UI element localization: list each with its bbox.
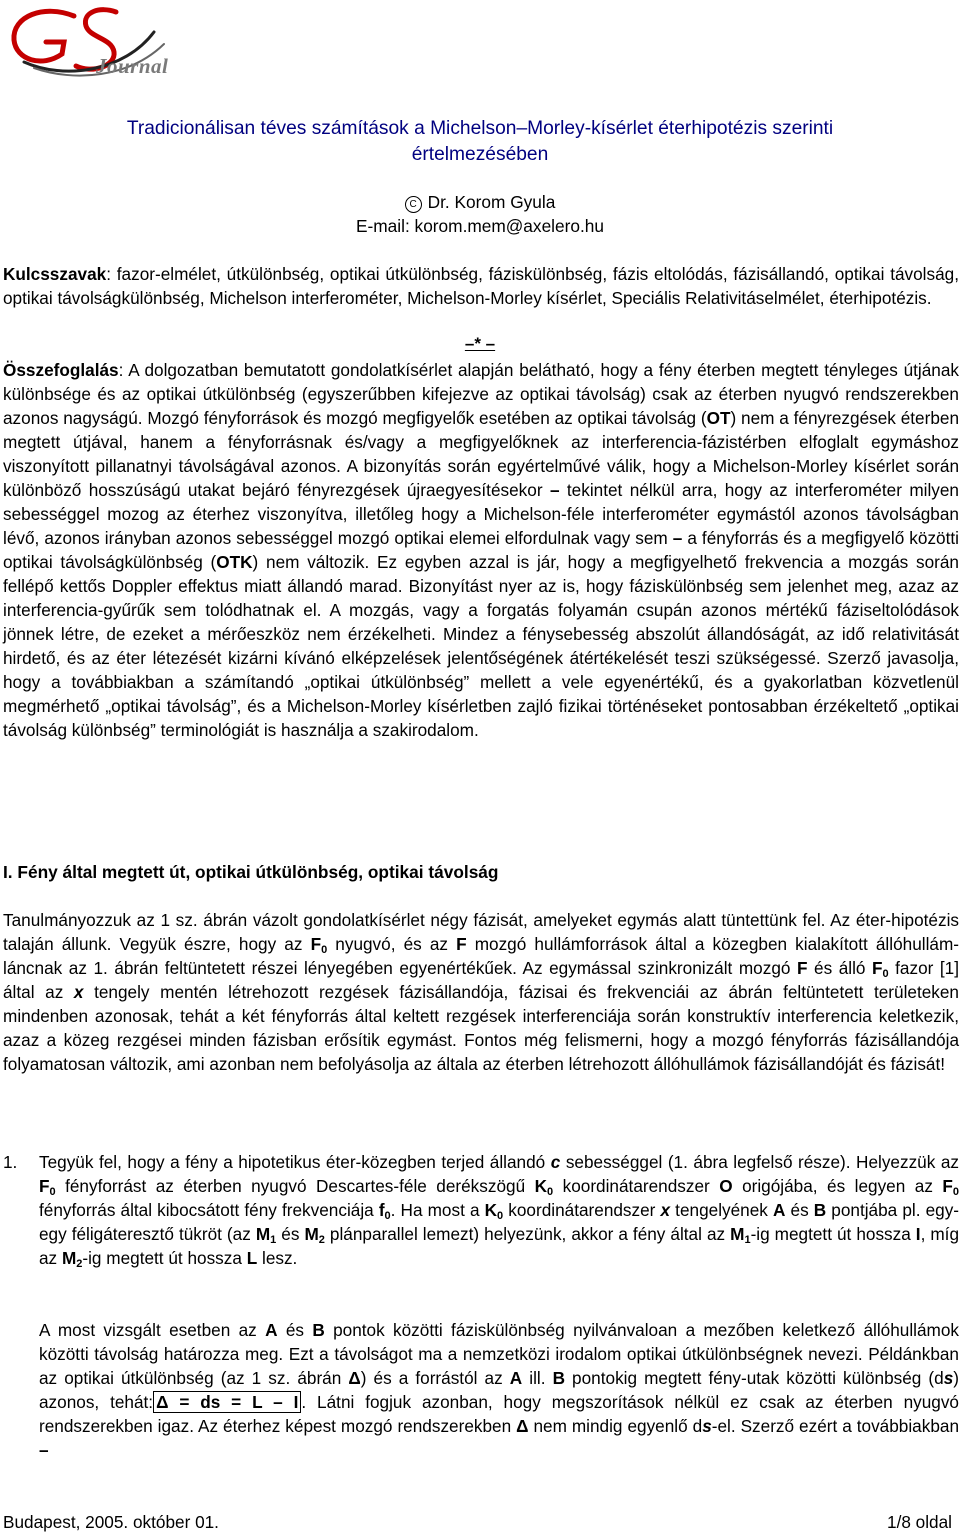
abstract-label: Összefoglalás [3,360,119,380]
abstract-text: : A dolgozatban bemutatott gondolatkísérlet alapján belátható, hogy a fény éterben megtett tényleges útjának különbsége és az optikai útkülönbség (egyszerűbben kifejezve az optikai távolság) csak az éterben nyugvó rendszerekben azonos nagyságú. Mozgó fényforrások és mozgó megfigyelők esetében az optikai távolság ( [3,360,959,428]
symbol-B: B [312,1320,325,1340]
para-text: fazor [1] által az [3,958,959,1002]
subscript: 0 [321,944,328,956]
author-name: Dr. Korom Gyula [427,192,556,212]
item-text: -ig megtett út hossza [750,1224,916,1244]
journal-logo [4,2,174,90]
abstract-text: tekintet nélkül arra, hogy az interferométer milyen sebességgel mozog az éterhez viszonyítva, illetőleg hogy a Michelson-féle interferométer egymástól azonos távolságban lévő, azonos irányban azonos sebességgel mozgó optikai elemei elfordulnak vagy sem [3,480,959,548]
item-text: és [277,1320,313,1340]
symbol-F: F [796,958,808,978]
subscript: 0 [882,968,889,980]
item-text: , míg az [39,1224,960,1268]
author-block [0,190,960,238]
title-line-1: Tradicionálisan téves számítások a Michelson–Morley-kísérlet éterhipotézis szerinti [126,118,834,139]
keywords [3,262,959,310]
symbol-M2: M [304,1224,319,1244]
item-text: Tegyük fel, hogy a fény a hipotetikus éter-közegben terjed állandó [39,1152,551,1172]
symbol-A: A [772,1200,786,1220]
symbol-I: I [915,1224,921,1244]
symbol-O: O [719,1176,733,1196]
para-text: Tanulmányozzuk az 1 sz. ábrán vázolt gondolatkísérlet négy fázisát, amelyeket egymás alatt tüntettünk fel. Az éter-hipotézis talaján állunk. Vegyük észre, hogy az [3,910,959,954]
symbol-c: c [550,1152,561,1172]
item-text: pontjába pl. egy-egy féligáteresztő tükröt (az [39,1200,960,1244]
item-text: lesz. [257,1248,298,1268]
keywords-label: Kulcsszavak [3,264,107,284]
title-line-2: értelmezésében [411,144,549,165]
symbol-M1: M [730,1224,745,1244]
separator: –* – [464,334,496,353]
section-paragraph [3,908,959,1076]
symbol-F: F [456,934,467,954]
subscript: 1 [270,1234,277,1246]
item-text: nem mindig egyenlő d [528,1416,703,1436]
symbol-B: B [813,1200,827,1220]
keywords-text: : fazor-elmélet, útkülönbség, optikai útkülönbség, fáziskülönbség, fázis eltolódás, fázisállandó, optikai távolság, optikai távolságkülönbség, Michelson interferométer, Michelson-Morley kísérlet, Speciális Relativitáselmélet, éterhipotézis. [3,264,959,308]
symbol-F0: F [310,934,322,954]
para-text: mozgó hullámforrások által a közegben kialakított állóhullám-láncnak az 1. ábrán feltüntetett részei lényegében egyenértékűek. Az egymással szinkronizált mozgó [3,934,959,978]
section-heading: I. Fény által megtett út, optikai útkülönbség, optikai távolság [3,862,499,882]
symbol-s: s [702,1416,712,1436]
item-text: A most vizsgált esetben az [39,1320,266,1340]
item-text: koordinátarendszer [503,1200,661,1220]
abstract [3,358,959,742]
item-text: . Ha most a [390,1200,485,1220]
item-text: és [276,1224,305,1244]
item-text: ) azonos, tehát: [39,1368,960,1412]
para-text: nyugvó, és az [327,934,457,954]
abstract-dash: – [549,480,560,500]
subscript: 2 [318,1234,325,1246]
item-text: plánparallel lemezt) helyezünk, akkor a fény által az [324,1224,731,1244]
item-text: tengelyének [670,1200,773,1220]
subscript: 0 [49,1186,56,1198]
symbol-s: s [943,1368,954,1388]
subscript: 1 [744,1234,751,1246]
para-text: és álló [807,958,872,978]
symbol-A: A [509,1368,523,1388]
item-text: . Látni fogjuk azonban, hogy megszorítások nélkül ez csak az éterben nyugvó rendszerekben igaz. Az éterhez képest mozgó rendszerekben [39,1392,959,1436]
symbol-K0: K [484,1200,498,1220]
item-text: -el. Szerző ezért a továbbiakban [711,1416,959,1436]
trailing-dash: – [39,1440,49,1460]
symbol-delta: Δ [516,1416,529,1436]
list-number: 1. [3,1152,18,1172]
footer-page-number: 1/8 oldal [887,1512,952,1532]
abstract-text: ) nem a fényrezgések éterben megtett útjával, hanem a fényforrásnak és/vagy a megfigyelőknek az interferencia-fázistérben elfoglalt egymáshoz viszonyított pillanatnyi távolságával azonos. A bizonyítás során egyértelművé válik, hogy a Michelson-Morley kísérlet során különböző hosszúságú utakat bejáró fényrezgések újraegyesítésekor [3,408,959,500]
paper-title [0,116,960,168]
abstract-text: a fényforrás és a megfigyelő közötti optikai távolságkülönbség ( [3,528,959,572]
item-text: ill. [522,1368,553,1388]
copyright-icon: C [405,196,422,213]
item-text: ) és a forrástól az [360,1368,510,1388]
abstract-dash: – [672,528,683,548]
item-text: origójába, és legyen az [732,1176,943,1196]
item-text: pontokig megtett fény-utak közötti különbség (d [564,1368,944,1388]
item-text: pontok közötti fáziskülönbség nyilvánvaloan a mezőben keletkező állóhullámok közötti távolság határozza meg. Ezt a távolságot ma a nemzetközi irodalom optikai útkülönbségnek nevezi. Példánkban az optikai útkülönbség (az 1 sz. ábrán [39,1320,959,1388]
symbol-F0: F [39,1176,50,1196]
item-text: sebességgel (1. ábra legfelső része). Helyezzük az [560,1152,959,1172]
logo-text: Journal [96,54,169,78]
symbol-B: B [552,1368,565,1388]
list-item-1-paragraph-2 [39,1318,959,1462]
symbol-K0: K [534,1176,548,1196]
symbol-M2: M [61,1248,77,1268]
symbol-x: x [73,982,84,1002]
item-text: és [785,1200,814,1220]
subscript: 0 [952,1186,960,1198]
symbol-x: x [660,1200,671,1220]
symbol-A: A [265,1320,278,1340]
symbol-F0: F [871,958,883,978]
symbol-f0: f [378,1200,385,1220]
symbol-M1: M [255,1224,271,1244]
item-text: fényforrás által kibocsátott fény frekvenciája [39,1200,379,1220]
item-text: koordinátarendszer [553,1176,720,1196]
abstract-otk: OTK [216,552,253,572]
symbol-delta: Δ [348,1368,361,1388]
symbol-F0: F [942,1176,953,1196]
author-email[interactable]: E-mail: korom.mem@axelero.hu [355,216,605,236]
footer-place-date: Budapest, 2005. október 01. [3,1512,219,1532]
list-item-1 [39,1150,959,1270]
subscript: 0 [384,1210,391,1222]
subscript: 2 [76,1258,83,1270]
item-text: -ig megtett út hossza [82,1248,247,1268]
para-text: tengely mentén létrehozott rezgések fázisállandója, fázisai és frekvenciái az ábrán feltüntetett területeken mindenben azonosak, tehát a két fényforrás által keltett rezgések interferenciája során konstruktív interferencia keletkezik, azaz a közeg rezgései minden fázisban erősítik egymást. Fontos még felismerni, hogy a mozgó fényforrás fázisállandója folyamatosan változik, ami azonban nem befolyásolja az általa az éterben létrehozott állóhullámok fázisállandóját és fázisát! [3,982,959,1074]
subscript: 0 [547,1186,554,1198]
author-name-line [0,190,960,214]
item-text: fényforrást az éterben nyugvó Descartes-féle derékszögű [55,1176,535,1196]
subscript: 0 [497,1210,504,1222]
abstract-ot: OT [706,408,731,428]
boxed-equation: Δ = ds = L – I [153,1391,301,1413]
symbol-L: L [246,1248,258,1268]
abstract-text: ) nem változik. Ez egyben azzal is jár, hogy a megfigyelhető frekvencia a mozgás során fellépő kettős Doppler effektus miatt állandó marad. Bizonyítást nyer az is, hogy fáziskülönbség sem jelenhet meg, azaz az interferencia-gyűrűk sem tolódhatnak el. A mozgás, vagy a forgatás folyamán csupán azonos mértékű fáziseltolódások jönnek létre, de ezeket a mérőeszköz nem érzékelheti. Mindez a fénysebesség abszolút állandóságát, az idő relativitását hirdető, és az éter létezését kizárni kívánó elképzelések jelentőségének átértékelését teszi szükségessé. Szerző javasolja, hogy a továbbiakban a számítandó „optikai útkülönbség” mellett a vele egyenértékű, és a gyakorlatban közvetlenül megmérhető „optikai távolság”, és a Michelson-Morley kísérletben zajló fizikai történéseket pontosabban érzékeltető „optikai távolság különbség” terminológiát is használja a szakirodalom. [3,552,959,740]
